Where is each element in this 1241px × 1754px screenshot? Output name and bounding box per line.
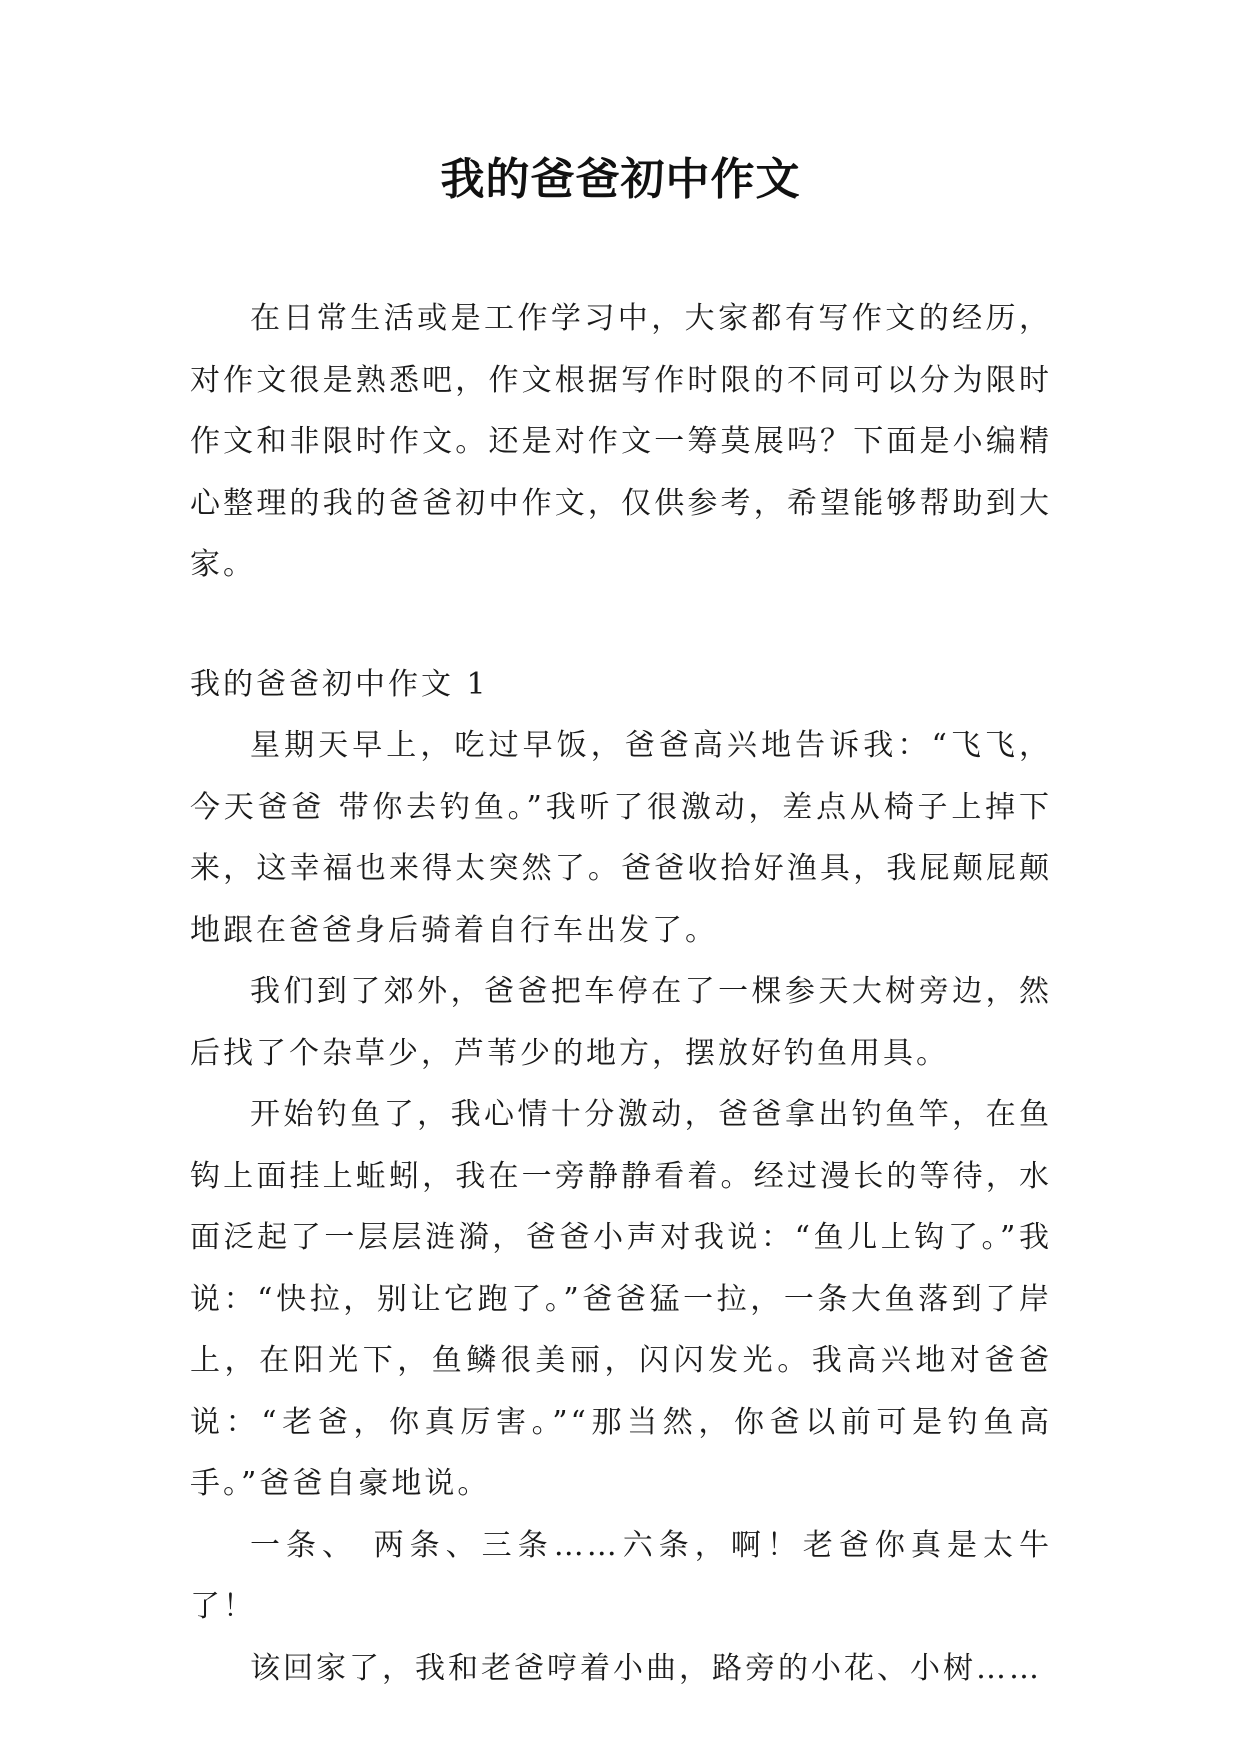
document-title: 我的爸爸初中作文	[440, 154, 801, 205]
intro-paragraph: 在日常生活或是工作学习中，大家都有写作文的经历，对作文很是熟悉吧，作文根据写作时限的不同可以分为限时作文和非限时作文。还是对作文一筹莫展吗？下面是小编精心整理的我的爸爸初中作文，仅供参考，希望能够帮助到大家。	[190, 301, 1052, 582]
body-paragraph-2: 我们到了郊外，爸爸把车停在了一棵参天大树旁边，然后找了个杂草少，芦苇少的地方，摆放好钓鱼用具。	[190, 974, 1052, 1071]
section-heading: 我的爸爸初中作文 1	[190, 666, 489, 702]
document-body	[190, 288, 1052, 1699]
body-paragraph-5: 该回家了，我和老爸哼着小曲，路旁的小花、小树……	[250, 1650, 1042, 1686]
body-paragraph-3: 开始钓鱼了，我心情十分激动，爸爸拿出钓鱼竿，在鱼钩上面挂上蚯蚓，我在一旁静静看着。经过漫长的等待，水面泛起了一层层涟漪，爸爸小声对我说：“鱼儿上钩了。”我说：“快拉，别让它跑了。”爸爸猛一拉，一条大鱼落到了岸上，在阳光下，鱼鳞很美丽，闪闪发光。我高兴地对爸爸说：“老爸，你真厉害。”“那当然，你爸以前可是钓鱼高手。”爸爸自豪地说。	[190, 1097, 1052, 1501]
body-paragraph-4: 一条、 两条、三条……六条，啊！老爸你真是太牛了！	[190, 1527, 1052, 1624]
body-paragraph-1: 星期天早上，吃过早饭，爸爸高兴地告诉我：“飞飞，今天爸爸 带你去钓鱼。”我听了很激动，差点从椅子上掉下来，这幸福也来得太突然了。爸爸收拾好渔具，我屁颠屁颠地跟在爸爸身后骑着自行车出发了。	[190, 728, 1052, 948]
